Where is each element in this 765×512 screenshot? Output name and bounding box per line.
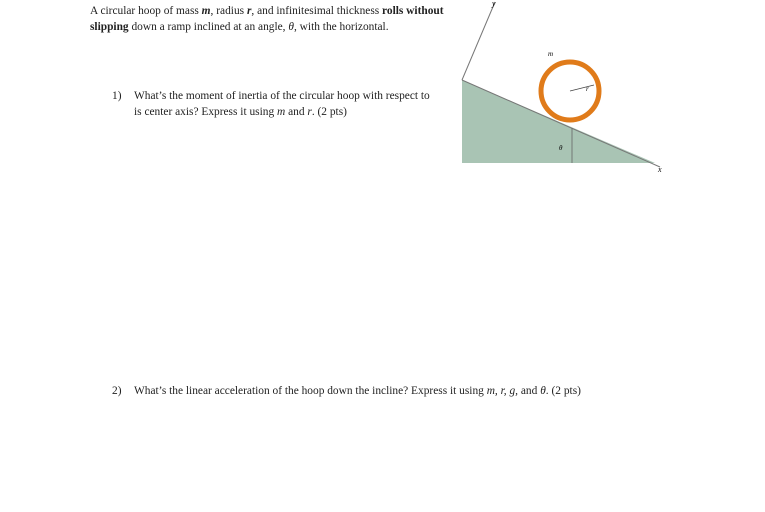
intro-radius-symbol: r [246, 5, 252, 17]
question-2-number: 2) [112, 385, 122, 397]
label-y: y [492, 0, 496, 8]
intro-mass-symbol: m [201, 5, 211, 17]
q2-variables: m, r, g, [486, 385, 519, 397]
q1-mass-symbol: m [276, 105, 286, 118]
q1-text-2: and [285, 105, 308, 118]
q1-radius-symbol: r [307, 105, 312, 118]
intro-text-5: , with the horizontal. [293, 20, 389, 33]
y-axis-line [462, 2, 495, 80]
intro-text-4: down a ramp inclined at an angle, [128, 20, 289, 33]
intro-text-3: , and infinitesimal thickness [251, 5, 383, 17]
intro-text-1: A circular hoop of mass [90, 5, 202, 17]
intro-text-2: , radius [210, 5, 247, 17]
question-2 [112, 384, 672, 400]
label-r: r [586, 85, 589, 93]
intro-theta-symbol: θ [288, 20, 294, 33]
incline-diagram [455, 0, 670, 180]
q2-text-3: . (2 pts) [545, 385, 581, 397]
problem-intro [90, 4, 450, 35]
q2-text-2: and [518, 385, 541, 397]
question-1 [112, 89, 432, 120]
question-1-text [134, 89, 432, 120]
q1-text-3: . (2 pts) [311, 105, 347, 118]
intro-bold-phrase: rolls without slipping [90, 5, 444, 33]
label-theta: θ [559, 144, 563, 152]
label-m: m [548, 50, 554, 58]
label-x: x [658, 165, 662, 174]
question-1-number: 1) [112, 90, 122, 102]
q1-text-1: What’s the moment of inertia of the circular hoop with respect to is center axis? Express it using [134, 90, 430, 118]
q2-text-1: What’s the linear acceleration of the hoop down the incline? Express it using [134, 385, 487, 397]
q2-theta-symbol: θ [540, 385, 546, 397]
